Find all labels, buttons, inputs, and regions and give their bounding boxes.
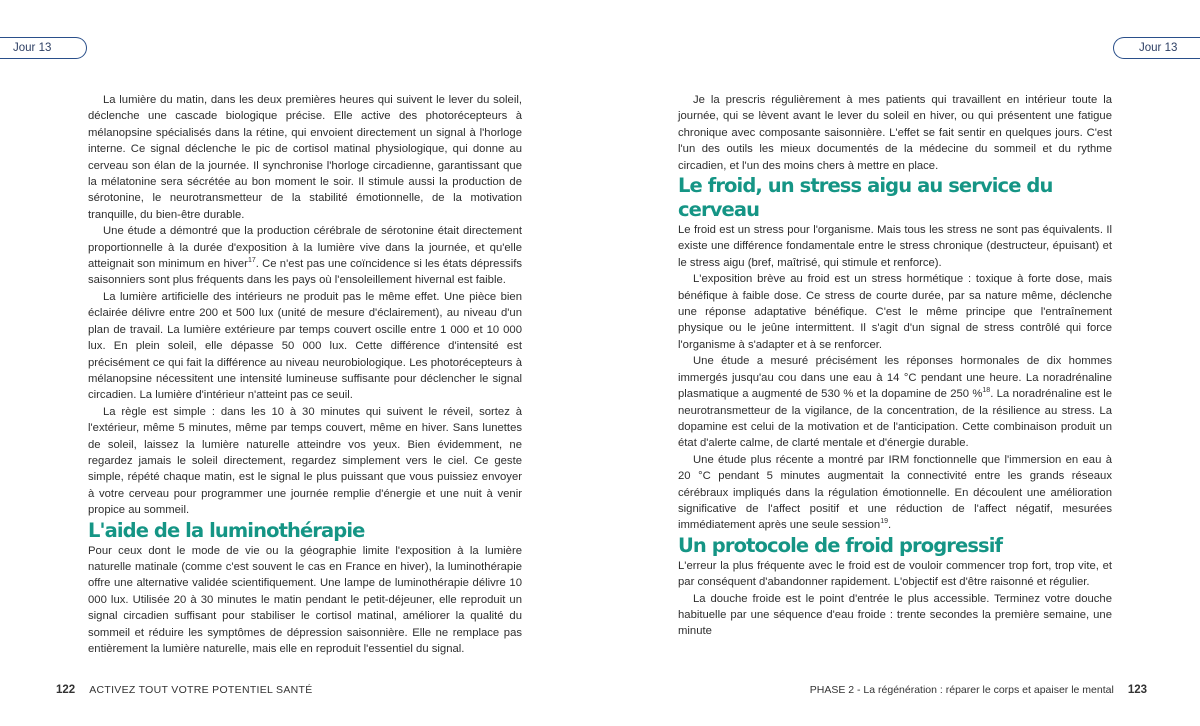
page-number-left: 122	[56, 684, 76, 696]
paragraph: La règle est simple : dans les 10 à 30 minutes qui suivent le réveil, sortez à l'extérieur, même 5 minutes, même par temps couvert, même en hiver. Sans lunettes de soleil, laissez la lumière naturelle atteindre vos yeux. Bien évidemment, ne regardez jamais le soleil directement, regardez simplement vers le ciel. Ce geste simple, répété chaque matin, est le signal le plus puissant que vous puissiez envoyer à votre cerveau pour programmer une journée remplie d'énergie et une nuit à venir propice au sommeil.	[88, 405, 522, 517]
section-heading-cold-protocol: Un protocole de froid progressif	[678, 533, 1003, 557]
paragraph: L'erreur la plus fréquente avec le froid est de vouloir commencer trop fort, trop vite, et par conséquent d'abandonner rapidement. L'objectif est d'être raisonné et régulier.	[678, 559, 1112, 589]
day-tab-left: Jour 13	[0, 37, 87, 59]
paragraph: L'exposition brève au froid est un stress hormétique : toxique à forte dose, mais bénéfique à faible dose. Ce stress de courte durée, par sa nature même, déclenche une réponse adaptative bénéfique. C'est le même principe que l'entraînement physique ou le jeûne intermittent. Il s'agit d'un signal de stress contrôlé qui force l'organisme à s'adapter et à se renforcer.	[678, 273, 1112, 351]
paragraph-text: .	[888, 519, 892, 532]
paragraph: La lumière artificielle des intérieurs ne produit pas le même effet. Une pièce bien éclairée délivre entre 200 et 500 lux (unité de mesure d'éclairement), au niveau d'un plan de travail. La lumière extérieure par temps couvert oscille entre 1 000 et 10 000 lux. En plein soleil, elle dépasse 50 000 lux. Cette différence d'intensité est précisément ce qui fait la différence au niveau neurobiologique. Les photorécepteurs à mélanopsine nécessitent une intensité lumineuse suffisante pour déclencher le signal circadien. La lumière d'intérieur n'atteint pas ce seuil.	[88, 290, 522, 402]
paragraph-text: Une étude a démontré que la production cérébrale de sérotonine était directement proportionnelle à la durée d'exposition à la lumière vive dans la journée, et qu'elle atteignait son minimum en hiver	[88, 225, 522, 271]
footnote-ref[interactable]: 17	[247, 257, 256, 265]
paragraph: La douche froide est le point d'entrée le plus accessible. Terminez votre douche habituelle par une séquence d'eau froide : trente secondes la première semaine, une minute	[678, 592, 1112, 638]
left-page-text	[88, 92, 522, 657]
section-heading-luminotherapy: L'aide de la luminothérapie	[88, 518, 365, 542]
paragraph: Le froid est un stress pour l'organisme. Mais tous les stress ne sont pas équivalents. Il existe une différence fondamentale entre le stress chronique (destructeur, épuisant) et le stress aigu (bref, maîtrisé, qui stimule et renforce).	[678, 224, 1112, 269]
section-heading-cold-stress: Le froid, un stress aigu au service du cerveau	[678, 174, 1053, 222]
footnote-ref[interactable]: 18	[982, 387, 991, 395]
paragraph-text: Une étude a mesuré précisément les réponses hormonales de dix hommes immergés jusqu'au cou dans une eau à 14 °C pendant une heure. La noradrénaline plasmatique a augmenté de 530 % et la dopamine de 250 %	[678, 355, 1112, 401]
right-page-text	[678, 92, 1112, 640]
paragraph: La lumière du matin, dans les deux premières heures qui suivent le lever du soleil, déclenche une cascade biologique précise. Elle active des photorécepteurs à mélanopsine spécialisés dans la rétine, qui envoient directement un signal à l'horloge interne. Ce signal déclenche le pic de cortisol matinal physiologique, qui donne au cerveau son élan de la journée. Il synchronise l'horloge circadienne, garantissant que la mélatonine sera sécrétée au bon moment le soir. Il stimule aussi la production de sérotonine, le neurotransmetteur de la stabilité émotionnelle, de la motivation tranquille, du bien-être durable.	[88, 94, 522, 221]
footer-right	[810, 684, 1147, 696]
day-tab-right: Jour 13	[1113, 37, 1200, 59]
paragraph: Je la prescris régulièrement à mes patients qui travaillent en intérieur toute la journée, qui se lèvent avant le lever du soleil en hiver, ou qui présentent une fatigue chronique avec composante saisonnière. L'effet se fait sentir en quelques jours. C'est l'un des outils les mieux documentés de la médecine du sommeil et du rythme circadien, et l'un des moins chers à mettre en place.	[678, 94, 1112, 172]
footer-left	[56, 684, 313, 696]
paragraph	[88, 223, 522, 289]
paragraph	[678, 353, 1112, 451]
paragraph: Pour ceux dont le mode de vie ou la géographie limite l'exposition à la lumière naturelle matinale (comme c'est souvent le cas en France en hiver), la luminothérapie offre une alternative validée scientifiquement. Une lampe de luminothérapie délivre 10 000 lux. Utilisée 20 à 30 minutes le matin pendant le petit-déjeuner, elle reproduit un signal circadien suffisant pour stabiliser le cortisol matinal, améliorer la qualité du sommeil et réduire les symptômes de dépression saisonnière. Elle ne remplace pas entièrement la lumière naturelle, mais elle en reproduit l'essentiel du signal.	[88, 544, 522, 655]
paragraph-text: . Ce n'est pas une coïncidence si les états dépressifs saisonniers sont plus fréquents dans les pays où l'ensoleillement hivernal est faible.	[88, 258, 522, 287]
footnote-ref[interactable]: 19	[880, 518, 888, 526]
paragraph	[678, 452, 1112, 534]
page-number-right: 123	[1127, 684, 1147, 696]
paragraph-text: Une étude plus récente a montré par IRM fonctionnelle que l'immersion en eau à 20 °C pendant 5 minutes augmentait la connectivité entre les grands réseaux cérébraux impliqués dans la régulation émotionnelle. En découlent une amélioration significative de l'affect positif et une réduction de l'affect négatif, mesurées immédiatement après une seule session	[678, 453, 1112, 532]
book-title: ACTIVEZ TOUT VOTRE POTENTIEL SANTÉ	[89, 684, 313, 696]
running-head: PHASE 2 - La régénération : réparer le corps et apaiser le mental	[809, 684, 1114, 696]
paragraph-text: . La noradrénaline est le neurotransmetteur de la vigilance, de la concentration, de la résilience au stress. La dopamine est celui de la motivation et de l'anticipation. Cette combinaison produit un état d'alerte calme, de clarté mentale et d'énergie durable.	[678, 388, 1113, 450]
